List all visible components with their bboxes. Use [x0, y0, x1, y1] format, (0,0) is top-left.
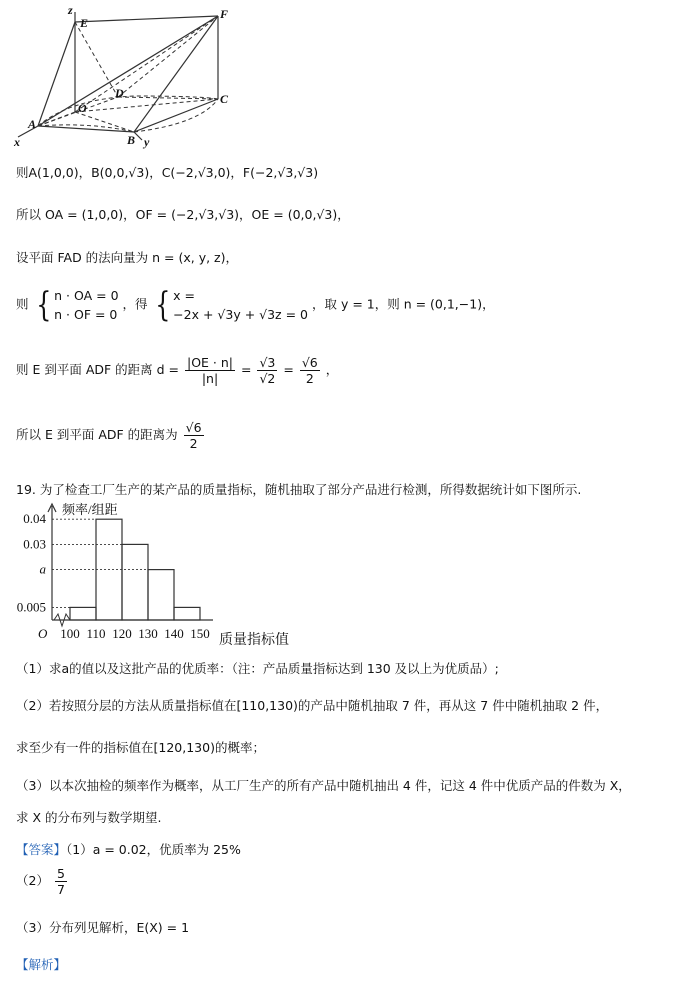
- histogram-bar: [70, 607, 96, 620]
- geometry-figure: [10, 4, 245, 150]
- system-row-2: n · OF = 0: [54, 307, 118, 322]
- x-tick-label: 150: [190, 626, 210, 641]
- y-tick-label: 0.03: [23, 536, 46, 552]
- label-z: z: [68, 4, 73, 17]
- x-tick-label: 110: [86, 626, 106, 641]
- coords-line: 则A(1,0,0)，B(0,0,√3)，C(−2,√3,0)，F(−2,√3,√3): [16, 165, 319, 180]
- vectors-line: 所以 OA = (1,0,0)，OF = (−2,√3,√3)，OE = (0,0,√3)，: [16, 207, 350, 222]
- brace-icon: {: [154, 285, 170, 325]
- conclusion-line: 所以 E 到平面 ADF 的距离为 $\frac{√6}{2}$: [16, 420, 202, 451]
- x-tick-label: 140: [164, 626, 184, 641]
- answer-1-line: 【答案】（1）a = 0.02，优质率为 25%: [16, 842, 241, 857]
- y-tick-label: a: [39, 561, 46, 577]
- label-d: D: [115, 86, 124, 100]
- origin-label: O: [38, 626, 48, 641]
- x-tick-label: 130: [138, 626, 158, 641]
- label-x: x: [14, 135, 20, 149]
- problem-stem: 19. 为了检查工厂生产的某产品的质量指标，随机抽取了部分产品进行检测，所得数据统计如下图所示.: [16, 482, 582, 497]
- histogram-bar: [122, 544, 148, 620]
- brace-icon: {: [35, 285, 51, 325]
- normal-vector-line: 设平面 FAD 的法向量为 n = (x, y, z)，: [16, 250, 238, 265]
- x-axis-label: 质量指标值: [219, 633, 289, 648]
- analysis-tag: 【解析】: [16, 957, 67, 972]
- label-b: B: [127, 133, 136, 147]
- label-y: y: [144, 135, 150, 149]
- system-row-3: x =: [173, 288, 196, 303]
- question-2-part-a: （2）若按照分层的方法从质量指标值在[110,130)的产品中随机抽取 7 件，再从这 7 件中随机抽取 2 件，: [16, 698, 609, 713]
- x-tick-label: 100: [60, 626, 80, 641]
- equation-system-1: [33, 286, 119, 324]
- histogram-bar: [148, 570, 174, 620]
- question-3-part-b: 求 X 的分布列与数学期望.: [16, 810, 162, 825]
- y-tick-label: 0.04: [23, 511, 46, 527]
- y-tick-label: 0.005: [16, 599, 46, 615]
- label-f: F: [220, 7, 229, 21]
- answer-2-line: （2） $\frac{5}{7}$: [16, 866, 65, 897]
- distance-line: 则 E 到平面 ADF 的距离 d = $\frac{|OE \cdot n|}{|n|}$ = $\frac{√3}{√2}$ = $\frac{√6}{2}$ ，: [16, 355, 339, 386]
- answer-tag: 【答案】: [16, 842, 67, 857]
- x-tick-label: 120: [112, 626, 132, 641]
- system-line: 则 { n · OA = 0 n · OF = 0 ，得 { x = −2x + √3y + √3z = 0 ，取 y = 1，则 n = (0,1,−1)，: [16, 285, 495, 325]
- system-row-1: n · OA = 0: [54, 288, 119, 303]
- histogram-bar: [174, 607, 200, 620]
- label-e: E: [80, 16, 89, 30]
- histogram-chart: [10, 498, 330, 653]
- y-axis-label: 频率/组距: [62, 502, 118, 517]
- answer-3-line: （3）分布列见解析，E(X) = 1: [16, 920, 190, 935]
- question-1: （1）求a的值以及这批产品的优质率：（注：产品质量指标达到 130 及以上为优质品）;: [16, 661, 499, 676]
- label-o: O: [78, 101, 87, 115]
- equation-system-2: [152, 286, 308, 324]
- system-row-4: −2x + √3y + √3z = 0: [173, 307, 308, 322]
- label-a: A: [28, 117, 37, 131]
- label-c: C: [220, 92, 229, 106]
- question-2-part-b: 求至少有一件的指标值在[120,130)的概率；: [16, 740, 265, 755]
- question-3-part-a: （3）以本次抽检的频率作为概率，从工厂生产的所有产品中随机抽出 4 件，记这 4 件中优质产品的件数为 X，: [16, 778, 631, 793]
